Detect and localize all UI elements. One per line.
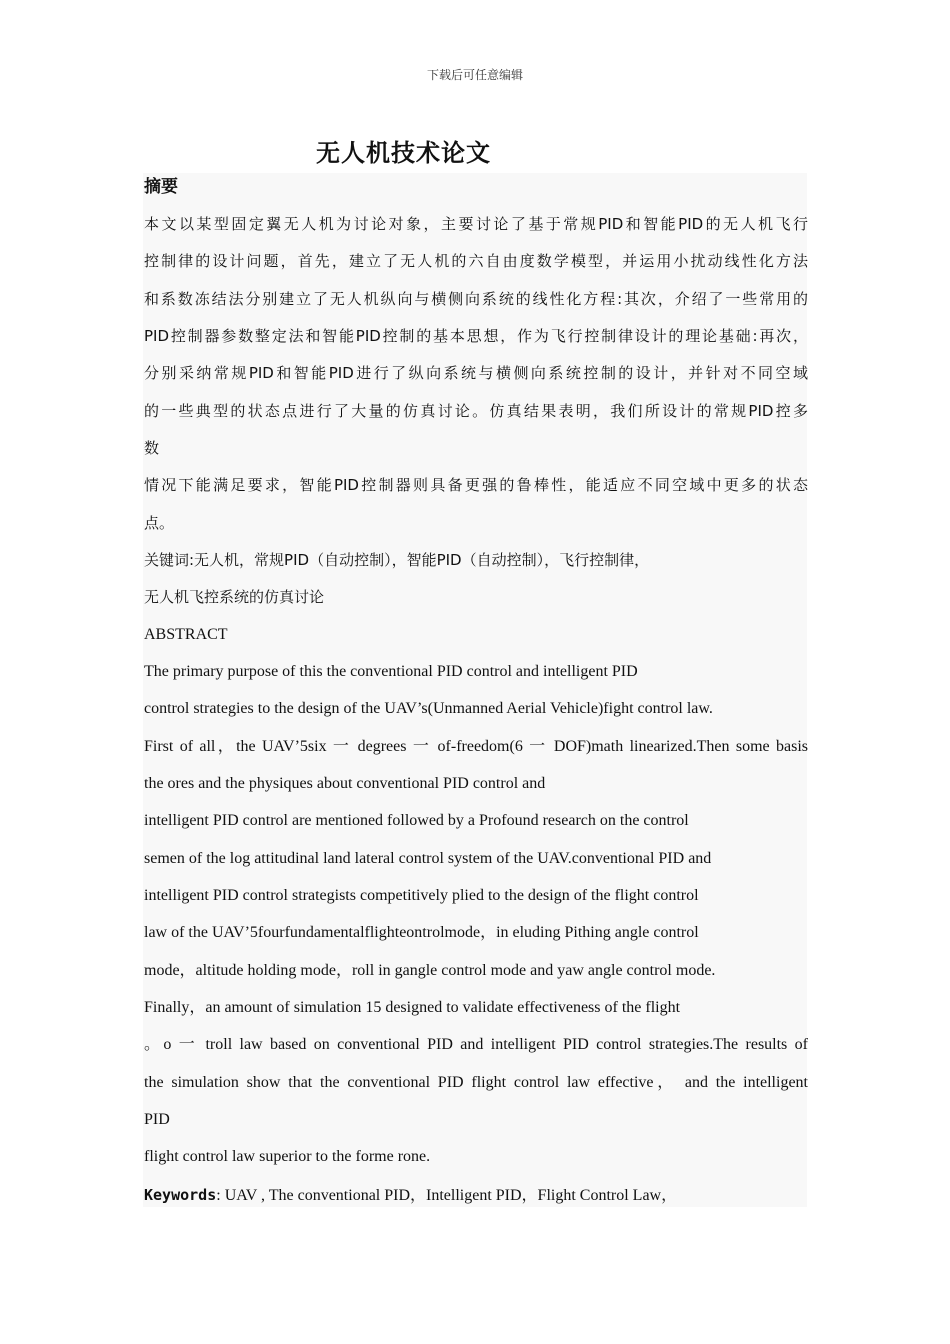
abstract-en-line: law of the UAV’5fourfundamentalflighteontrolmode，in eluding Pithing angle control xyxy=(144,924,699,941)
abstract-cn-line: 控制律的设计问题，首先，建立了无人机的六自由度数学模型，并运用小扰动线性化方法 xyxy=(144,252,808,270)
keywords-en-label: Keywords xyxy=(144,1186,217,1204)
keywords-en xyxy=(144,1184,808,1207)
abstract-cn-line: 情况下能满足要求，智能PID控制器则具备更强的鲁棒性，能适应不同空域中更多的状态 xyxy=(144,476,808,494)
abstract-en-line: mode，altitude holding mode，roll in gangle control mode and yaw angle control mode. xyxy=(144,962,716,979)
page-header: 下载后可任意编辑 xyxy=(426,68,523,82)
abstract-cn-line: 的一些典型的状态点进行了大量的仿真讨论。仿真结果表明，我们所设计的常规PID控多 xyxy=(144,402,808,420)
abstract-en-line: control strategies to the design of the UAV’s(Unmanned Aerial Vehicle)fight control law. xyxy=(144,700,713,717)
keywords-en-text: : UAV , The conventional PID，Intelligent PID，Flight Control Law， xyxy=(216,1187,678,1204)
abstract-cn-line: PID控制器参数整定法和智能PID控制的基本思想，作为飞行控制律设计的理论基础:再次， xyxy=(144,327,808,345)
abstract-en-line: Finally，an amount of simulation 15 designed to validate effectiveness of the flight xyxy=(144,999,681,1016)
abstract-en-line: 。o 一 troll law based on conventional PID and intelligent PID control strategies.The results of xyxy=(144,1036,808,1053)
abstract-en-line: intelligent PID control strategists competitively plied to the design of the flight control xyxy=(144,887,699,904)
abstract-cn-heading: 摘要 xyxy=(144,177,178,197)
abstract-en-heading: ABSTRACT xyxy=(144,626,228,643)
keywords-cn: 关键词:无人机，常规PID（自动控制），智能PID（自动控制），飞行控制律， xyxy=(144,551,650,569)
abstract-en-line: the simulation show that the conventional PID flight control law effective， and the intelligent xyxy=(144,1074,808,1091)
abstract-en-line: PID xyxy=(144,1111,170,1128)
abstract-en-line: semen of the log attitudinal land lateral control system of the UAV.conventional PID and xyxy=(144,850,712,867)
abstract-cn-line: 数 xyxy=(144,439,160,457)
abstract-section xyxy=(143,173,807,1207)
abstract-en-line: intelligent PID control are mentioned followed by a Profound research on the control xyxy=(144,812,689,829)
document-title: 无人机技术论文 xyxy=(316,139,491,167)
abstract-en-line: First of all，the UAV’5six 一 degrees 一 of-freedom(6 一 DOF)math linearized.Then some basis xyxy=(144,738,808,755)
abstract-en-line: flight control law superior to the forme rone. xyxy=(144,1148,431,1165)
abstract-en-line: The primary purpose of this the conventional PID control and intelligent PID xyxy=(144,663,638,680)
abstract-en-line: the ores and the physiques about conventional PID control and xyxy=(144,775,546,792)
abstract-cn-line: 分别采纳常规PID和智能PID进行了纵向系统与横侧向系统控制的设计，并针对不同空域 xyxy=(144,364,808,382)
abstract-cn-line: 点。 xyxy=(144,514,175,532)
abstract-cn-line: 本文以某型固定翼无人机为讨论对象，主要讨论了基于常规PID和智能PID的无人机飞行 xyxy=(144,215,808,233)
keywords-cn-continued: 无人机飞控系统的仿真讨论 xyxy=(144,588,325,606)
abstract-cn-line: 和系数冻结法分别建立了无人机纵向与横侧向系统的线性化方程:其次，介绍了一些常用的 xyxy=(144,290,808,308)
